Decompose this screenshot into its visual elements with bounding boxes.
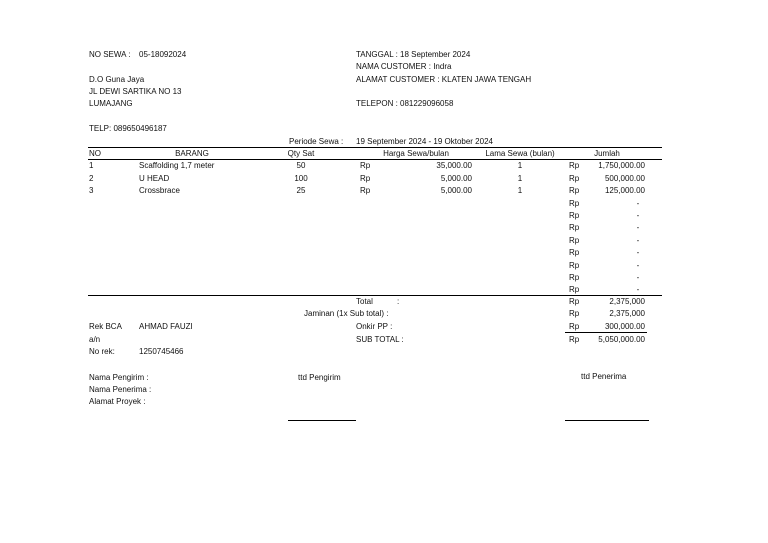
row1-no: 1 bbox=[89, 161, 94, 170]
no-sewa-label: NO SEWA : bbox=[89, 50, 131, 59]
jaminan-rp: Rp bbox=[569, 309, 580, 318]
empty-row-rp: Rp bbox=[569, 261, 580, 270]
row2-rp2: Rp bbox=[569, 174, 580, 183]
row2-jumlah: 500,000.00 bbox=[604, 174, 645, 183]
row1-lama: 1 bbox=[517, 161, 523, 170]
rek-label: Rek BCA bbox=[89, 322, 122, 331]
alamat-proyek-label: Alamat Proyek : bbox=[89, 397, 146, 406]
row3-no: 3 bbox=[89, 186, 94, 195]
empty-row-jumlah: - bbox=[636, 273, 640, 282]
empty-row-jumlah: - bbox=[636, 211, 640, 220]
row1-rp2: Rp bbox=[569, 161, 580, 170]
table-bottom-rule bbox=[88, 295, 662, 296]
empty-row-jumlah: - bbox=[636, 236, 640, 245]
total-rp: Rp bbox=[569, 297, 580, 306]
norek-label: No rek: bbox=[89, 347, 115, 356]
ttd-pengirim: ttd Pengirim bbox=[298, 373, 341, 382]
col-header-no: NO bbox=[89, 149, 101, 158]
row3-qty: 25 bbox=[296, 186, 306, 195]
empty-row-rp: Rp bbox=[569, 273, 580, 282]
empty-row-rp: Rp bbox=[569, 236, 580, 245]
subtotal-label: SUB TOTAL : bbox=[356, 335, 404, 344]
telepon-customer: TELEPON : 081229096058 bbox=[356, 99, 454, 108]
row1-qty: 50 bbox=[296, 161, 306, 170]
jaminan-label: Jaminan (1x Sub total) : bbox=[304, 309, 389, 318]
norek-value: 1250745466 bbox=[139, 347, 184, 356]
table-header-rule bbox=[88, 159, 662, 160]
row2-qty: 100 bbox=[294, 174, 308, 183]
empty-row-jumlah: - bbox=[636, 285, 640, 294]
jaminan-value: 2,375,000 bbox=[609, 309, 645, 318]
subtotal-rp: Rp bbox=[569, 335, 580, 344]
row1-rp: Rp bbox=[360, 161, 371, 170]
periode-value: 19 September 2024 - 19 Oktober 2024 bbox=[356, 137, 493, 146]
tanggal: TANGGAL : 18 September 2024 bbox=[356, 50, 471, 59]
total-colon: : bbox=[397, 297, 400, 306]
no-sewa-value: 05-18092024 bbox=[139, 50, 187, 59]
subtotal-value: 5,050,000.00 bbox=[598, 335, 645, 344]
ongkir-label: Onkir PP : bbox=[356, 322, 393, 331]
row2-rp: Rp bbox=[360, 174, 371, 183]
row3-rp2: Rp bbox=[569, 186, 580, 195]
row3-jumlah: 125,000.00 bbox=[604, 186, 645, 195]
signature-line-penerima bbox=[565, 420, 649, 421]
alamat-customer: ALAMAT CUSTOMER : KLATEN JAWA TENGAH bbox=[356, 75, 532, 84]
ongkir-value: 300,000.00 bbox=[604, 322, 645, 331]
nama-penerima-label: Nama Penerima : bbox=[89, 385, 152, 394]
nama-customer: NAMA CUSTOMER : Indra bbox=[356, 62, 452, 71]
company-street: JL DEWI SARTIKA NO 13 bbox=[89, 87, 182, 96]
row3-rp: Rp bbox=[360, 186, 371, 195]
col-header-harga: Harga Sewa/bulan bbox=[383, 149, 449, 158]
empty-row-jumlah: - bbox=[636, 261, 640, 270]
row3-barang: Crossbrace bbox=[139, 186, 180, 195]
col-header-jumlah: Jumlah bbox=[594, 149, 620, 158]
company-phone: TELP: 089650496187 bbox=[89, 124, 167, 133]
table-top-rule bbox=[88, 147, 662, 148]
company-city: LUMAJANG bbox=[89, 99, 133, 108]
subtotal-rule bbox=[565, 332, 647, 333]
col-header-barang: BARANG bbox=[175, 149, 209, 158]
col-header-qty: Qty Sat bbox=[287, 149, 315, 158]
rek-name: AHMAD FAUZI bbox=[139, 322, 193, 331]
empty-row-rp: Rp bbox=[569, 285, 580, 294]
row1-harga: 35,000.00 bbox=[436, 161, 472, 170]
row2-harga: 5,000.00 bbox=[440, 174, 472, 183]
empty-row-jumlah: - bbox=[636, 199, 640, 208]
company-name: D.O Guna Jaya bbox=[89, 75, 145, 84]
row2-no: 2 bbox=[89, 174, 94, 183]
row2-barang: U HEAD bbox=[139, 174, 170, 183]
periode-label: Periode Sewa : bbox=[289, 137, 344, 146]
row1-jumlah: 1,750,000.00 bbox=[598, 161, 645, 170]
row3-lama: 1 bbox=[517, 186, 523, 195]
nama-pengirim-label: Nama Pengirim : bbox=[89, 373, 149, 382]
row1-barang: Scaffolding 1,7 meter bbox=[139, 161, 215, 170]
signature-line-pengirim bbox=[288, 420, 356, 421]
row2-lama: 1 bbox=[517, 174, 523, 183]
total-value: 2,375,000 bbox=[609, 297, 645, 306]
empty-row-rp: Rp bbox=[569, 211, 580, 220]
col-header-lama: Lama Sewa (bulan) bbox=[485, 149, 555, 158]
empty-row-rp: Rp bbox=[569, 248, 580, 257]
total-label: Total bbox=[356, 297, 373, 306]
empty-row-rp: Rp bbox=[569, 199, 580, 208]
empty-row-rp: Rp bbox=[569, 223, 580, 232]
ttd-penerima: ttd Penerima bbox=[581, 372, 627, 381]
an-label: a/n bbox=[89, 335, 101, 344]
row3-harga: 5,000.00 bbox=[440, 186, 472, 195]
empty-row-jumlah: - bbox=[636, 248, 640, 257]
empty-row-jumlah: - bbox=[636, 223, 640, 232]
ongkir-rp: Rp bbox=[569, 322, 580, 331]
